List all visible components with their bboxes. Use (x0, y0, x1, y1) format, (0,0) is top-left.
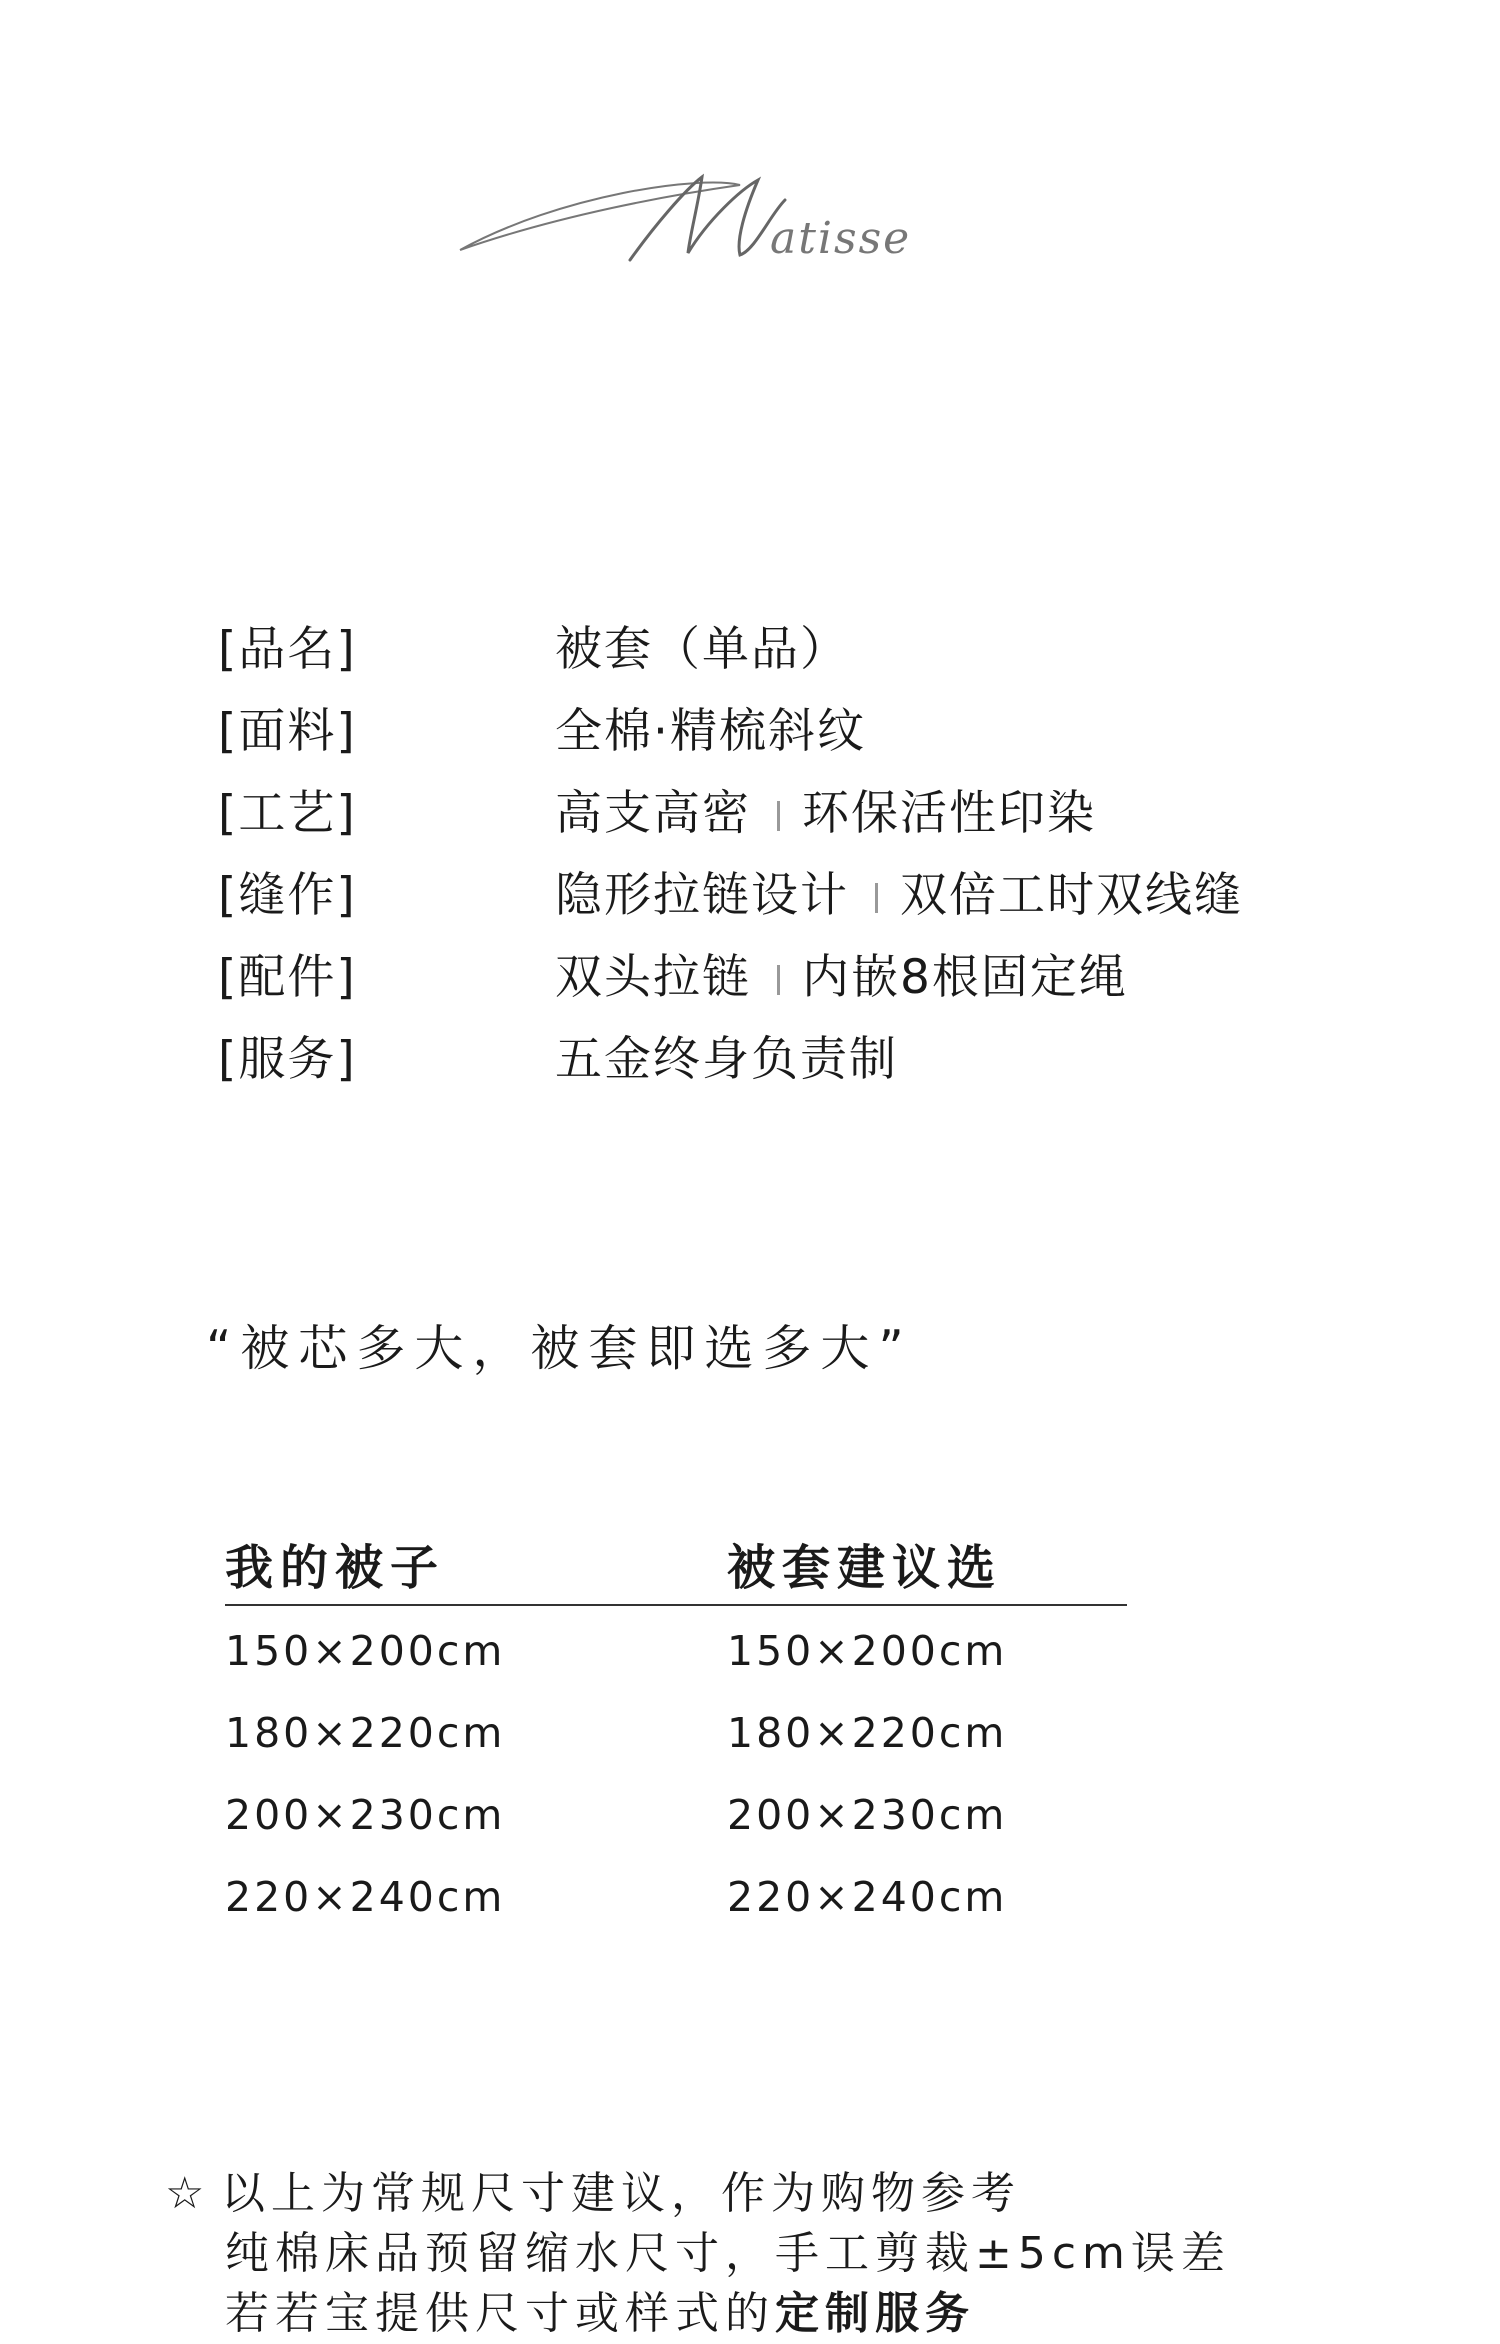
size-table (225, 1528, 1127, 1938)
brand-logo (440, 155, 980, 285)
quilt-size: 220×240cm (225, 1873, 506, 1921)
cover-size: 180×220cm (727, 1709, 1008, 1757)
cover-size: 220×240cm (727, 1873, 1008, 1921)
size-quote: “被芯多大，被套即选多大” (206, 1320, 913, 1377)
table-row (225, 1610, 1127, 1692)
spec-value-part: 内嵌8根固定绳 (802, 949, 1128, 1005)
spec-row-craft (218, 768, 1243, 850)
spec-value-part: 双倍工时双线缝 (900, 867, 1243, 923)
custom-service-text: 定制服务 (775, 2288, 975, 2339)
spec-value: 被套（单品） (555, 621, 849, 677)
spec-label: [服务] (218, 1031, 357, 1087)
spec-row-accessories (218, 932, 1243, 1014)
cover-size: 150×200cm (727, 1627, 1008, 1675)
spec-row-sewing (218, 850, 1243, 932)
spec-value: 五金终身负责制 (555, 1031, 898, 1087)
note-line: 纯棉床品预留缩水尺寸，手工剪裁±5cm误差 (225, 2228, 1231, 2279)
spec-row-name (218, 604, 1243, 686)
size-notes (165, 2164, 1231, 2344)
spec-value-part: 环保活性印染 (802, 785, 1096, 841)
size-table-header (225, 1528, 1127, 1598)
spec-label: [缝作] (218, 867, 357, 923)
quilt-size: 150×200cm (225, 1627, 506, 1675)
star-icon: ☆ (165, 2168, 211, 2219)
header-suggested-cover: 被套建议选 (727, 1540, 1003, 1596)
quilt-size: 200×230cm (225, 1791, 506, 1839)
separator-bar (777, 965, 780, 995)
spec-value-part: 隐形拉链设计 (555, 867, 849, 923)
svg-text:atisse: atisse (770, 213, 912, 264)
spec-value-part: 双头拉链 (555, 949, 751, 1005)
product-specs (218, 604, 1243, 1096)
table-row (225, 1856, 1127, 1938)
table-row (225, 1774, 1127, 1856)
header-my-quilt: 我的被子 (225, 1540, 446, 1596)
table-row (225, 1692, 1127, 1774)
note-line (165, 2284, 1231, 2344)
cover-size: 200×230cm (727, 1791, 1008, 1839)
note-line (165, 2164, 1231, 2224)
spec-label: [工艺] (218, 785, 357, 841)
spec-value-part: 高支高密 (555, 785, 751, 841)
spec-label: [品名] (218, 621, 357, 677)
spec-label: [面料] (218, 703, 357, 759)
spec-value: 全棉·精梳斜纹 (555, 703, 866, 759)
spec-row-service (218, 1014, 1243, 1096)
note-text: 以上为常规尺寸建议，作为购物参考 (221, 2168, 1021, 2219)
spec-value (555, 776, 1096, 843)
spec-value (555, 940, 1128, 1007)
spec-row-fabric (218, 686, 1243, 768)
separator-bar (777, 801, 780, 831)
separator-bar (875, 883, 878, 913)
quilt-size: 180×220cm (225, 1709, 506, 1757)
spec-label: [配件] (218, 949, 357, 1005)
note-text: 若若宝提供尺寸或样式的 (225, 2288, 775, 2339)
spec-value (555, 858, 1243, 925)
